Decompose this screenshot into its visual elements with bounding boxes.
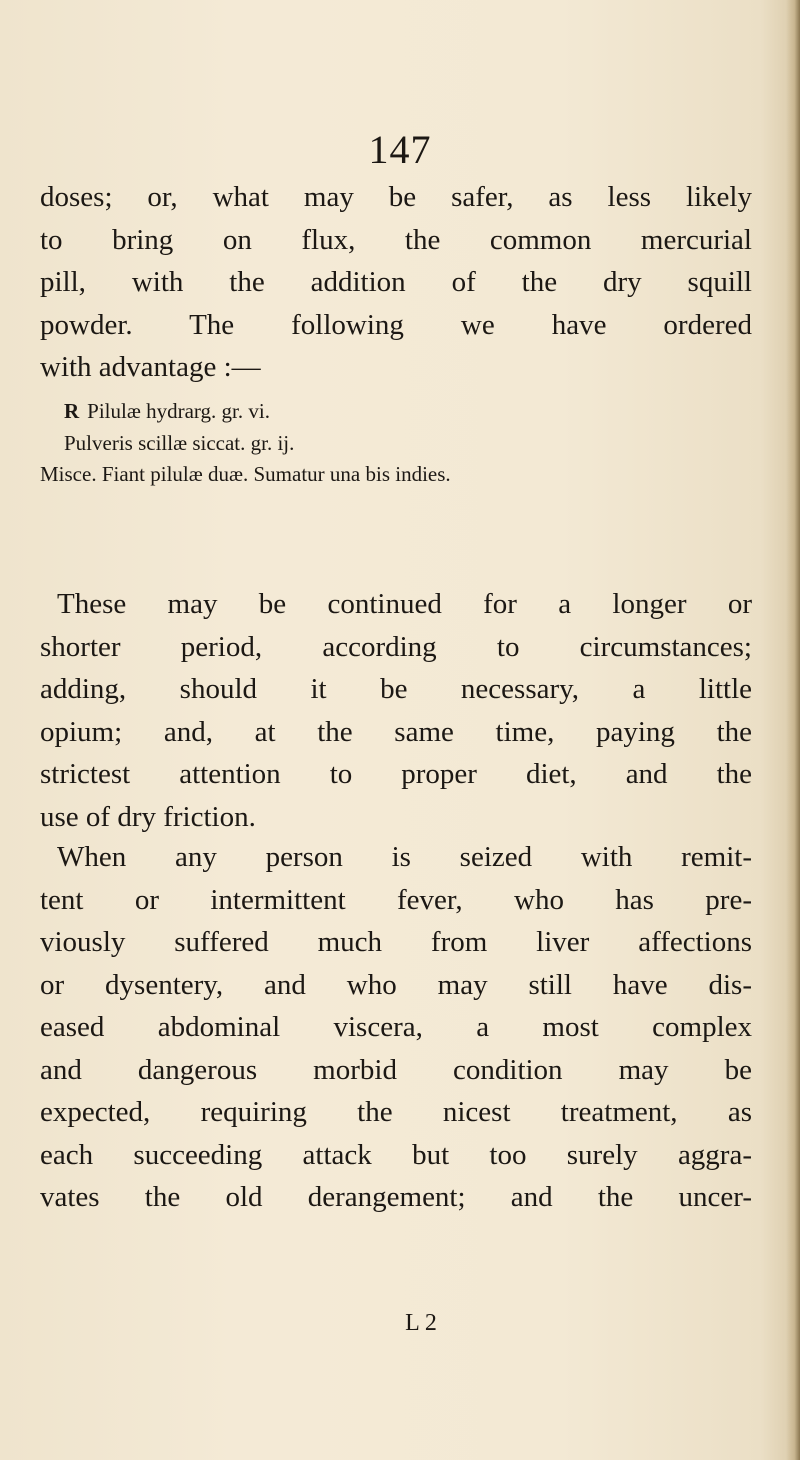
text-line: use of dry friction. <box>40 800 256 833</box>
prescription-line: Pulveris scillæ siccat. gr. ij. <box>64 430 295 455</box>
text-line: adding, should it be necessary, a little <box>40 673 752 705</box>
text-line: powder. The following we have ordered <box>40 308 752 341</box>
page-edge-shadow <box>786 0 800 1460</box>
paragraph-1 <box>40 176 752 389</box>
text-line: pill, with the addition of the dry squill <box>40 266 752 298</box>
text-line: to bring on flux, the common mercurial <box>40 223 752 256</box>
prescription-line <box>40 396 752 428</box>
text-line: opium; and, at the same time, paying the <box>40 715 752 748</box>
text-line: or dysentery, and who may still have dis- <box>40 968 752 1001</box>
prescription-line: Misce. Fiant pilulæ duæ. Sumatur una bis indies. <box>40 462 451 486</box>
text-line: viously suffered much from liver affections <box>40 926 752 958</box>
paragraph-3 <box>40 836 752 1219</box>
text-line: strictest attention to proper diet, and the <box>40 758 752 790</box>
prescription-text: Pilulæ hydrarg. gr. vi. <box>87 399 270 423</box>
text-line: with advantage :— <box>40 351 261 383</box>
prescription <box>40 396 752 491</box>
text-line: doses; or, what may be safer, as less likely <box>40 181 752 213</box>
text-line: shorter period, according to circumstances; <box>40 630 752 663</box>
page-number: 147 <box>368 127 432 172</box>
text-line: and dangerous morbid condition may be <box>40 1053 752 1086</box>
signature-mark: L 2 <box>405 1310 437 1336</box>
text-line: When any person is seized with remit- <box>57 841 752 873</box>
text-line: expected, requiring the nicest treatment, as <box>40 1096 752 1128</box>
text-line: each succeeding attack but too surely aggra- <box>40 1138 752 1171</box>
text-line: tent or intermittent fever, who has pre- <box>40 883 752 916</box>
text-line: vates the old derangement; and the uncer- <box>40 1181 752 1213</box>
paragraph-2 <box>40 583 752 838</box>
text-line: These may be continued for a longer or <box>57 588 752 620</box>
recipe-symbol: R <box>64 399 80 423</box>
text-line: eased abdominal viscera, a most complex <box>40 1011 752 1043</box>
